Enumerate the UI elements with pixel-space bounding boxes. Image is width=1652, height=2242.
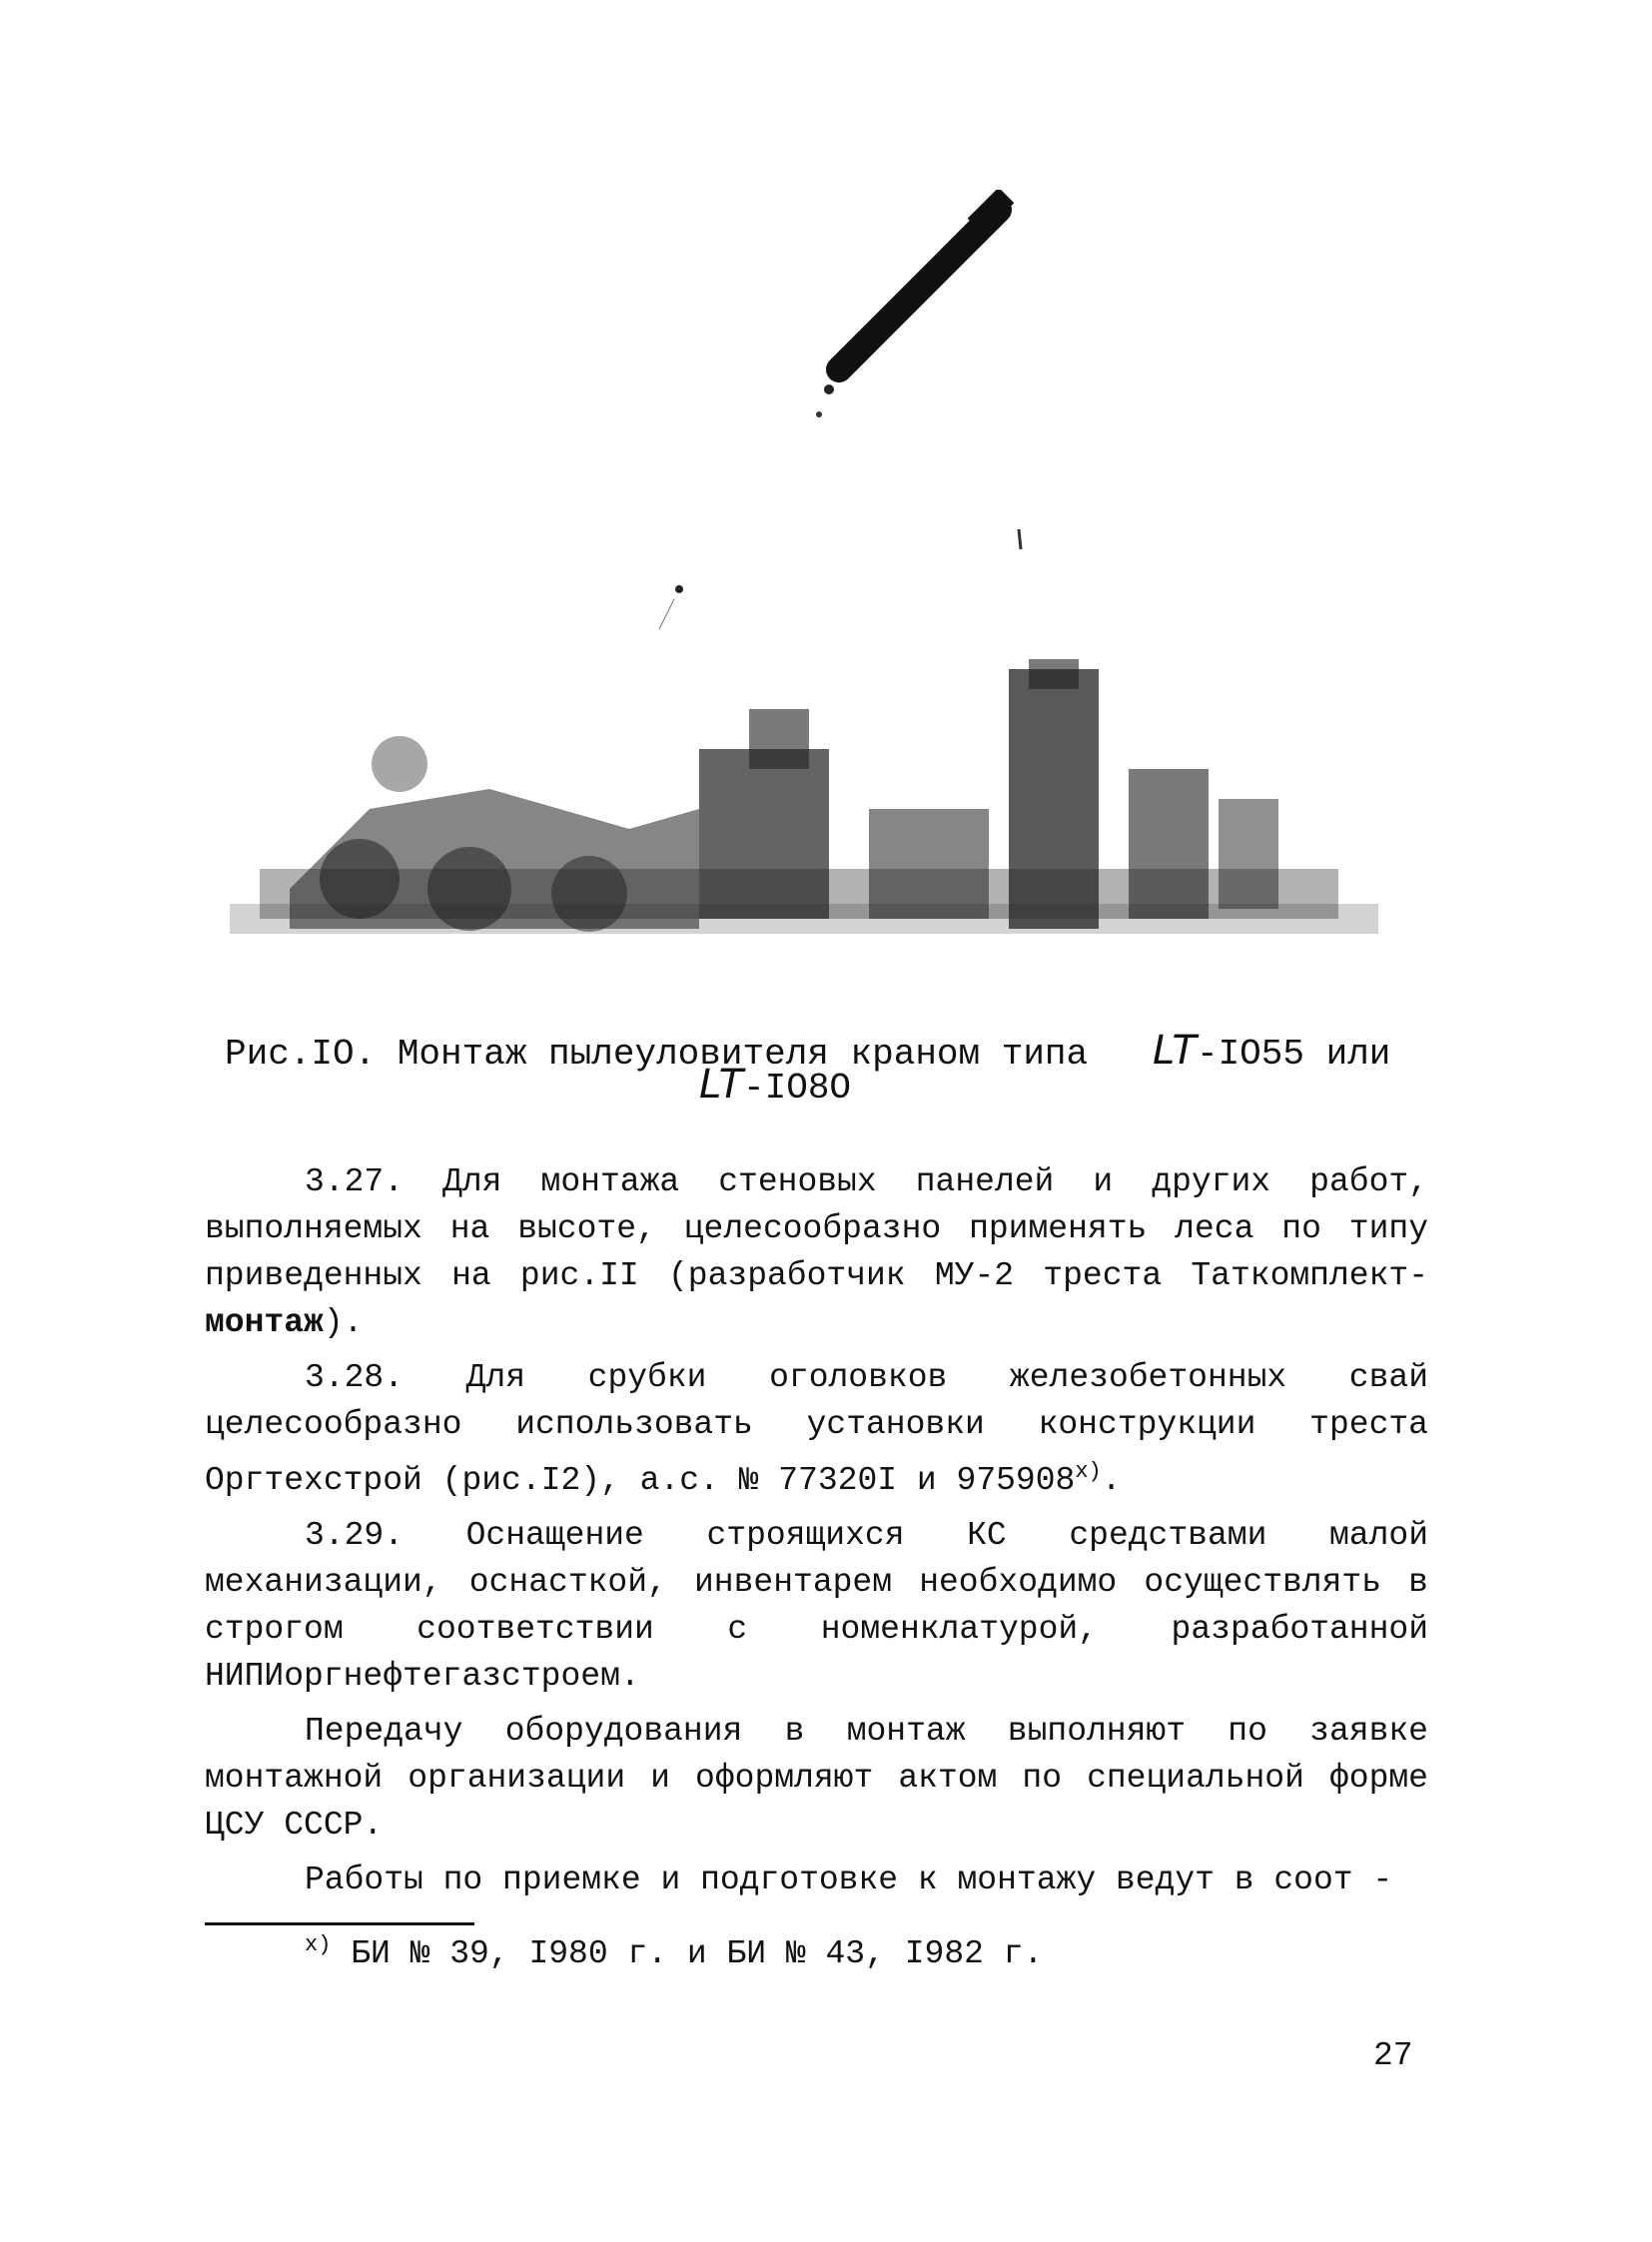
page-number: 27 — [1373, 2037, 1413, 2074]
crane-boom-graphic — [659, 190, 1021, 629]
caption-num-2: -IO8O — [743, 1068, 852, 1109]
paragraph-works: Работы по приемке и подготовке к монтажу ведут в соот - — [305, 1862, 1393, 1898]
caption-prefix: Рис.IO. Монтаж пылеуловителя краном типа — [225, 1034, 1089, 1075]
figure-caption-line2 — [699, 1062, 851, 1109]
caption-model-1: LT — [1152, 1028, 1197, 1074]
footnote-text: БИ № 39, I980 г. и БИ № 43, I982 г. — [351, 1935, 1044, 1972]
footnote — [305, 1932, 1043, 1972]
caption-num-1: -IO55 или — [1196, 1034, 1391, 1075]
paragraph-3-29: 3.29. Оснащение строящихся КС средствами малой механизации, оснасткой, инвентарем необходимо осуществлять в строгом соответствии с номенклатурой, разработанной НИПИоргнефтегазстроем. — [205, 1517, 1428, 1695]
equipment-silhouette — [230, 659, 1378, 934]
paragraph-transfer: Передачу оборудования в монтаж выполняют по заявке монтажной организации и оформляют актом по специальной форме ЦСУ СССР. — [205, 1713, 1428, 1844]
paragraph-3-27-text: 3.27. Для монтажа стеновых панелей и других работ, выполняемых на высоте, целесообразно применять леса по типу приведенных на рис.II (разработчик МУ-2 треста Таткомплект- — [205, 1163, 1428, 1294]
caption-model-2: LT — [699, 1062, 744, 1108]
paragraph-3-28-tail: . — [1101, 1462, 1122, 1499]
paragraph-3-27 — [205, 1158, 1428, 1346]
paragraph-3-28 — [205, 1354, 1428, 1504]
crane-photo — [230, 190, 1388, 989]
footnote-ref: х) — [1075, 1459, 1102, 1484]
paragraph-3-27-tail: ). — [323, 1304, 364, 1341]
body-text — [205, 1158, 1428, 1911]
paragraph-3-27-end: монтаж — [205, 1304, 324, 1341]
footnote-mark: х) — [305, 1932, 332, 1957]
paragraph-3-28-text: 3.28. Для срубки оголовков железобетонных свай целесообразно использовать установки конструкции треста Оргтехстрой (рис.I2), а.с. № 77320I и 975908 — [205, 1359, 1428, 1499]
footnote-rule — [205, 1922, 474, 1925]
